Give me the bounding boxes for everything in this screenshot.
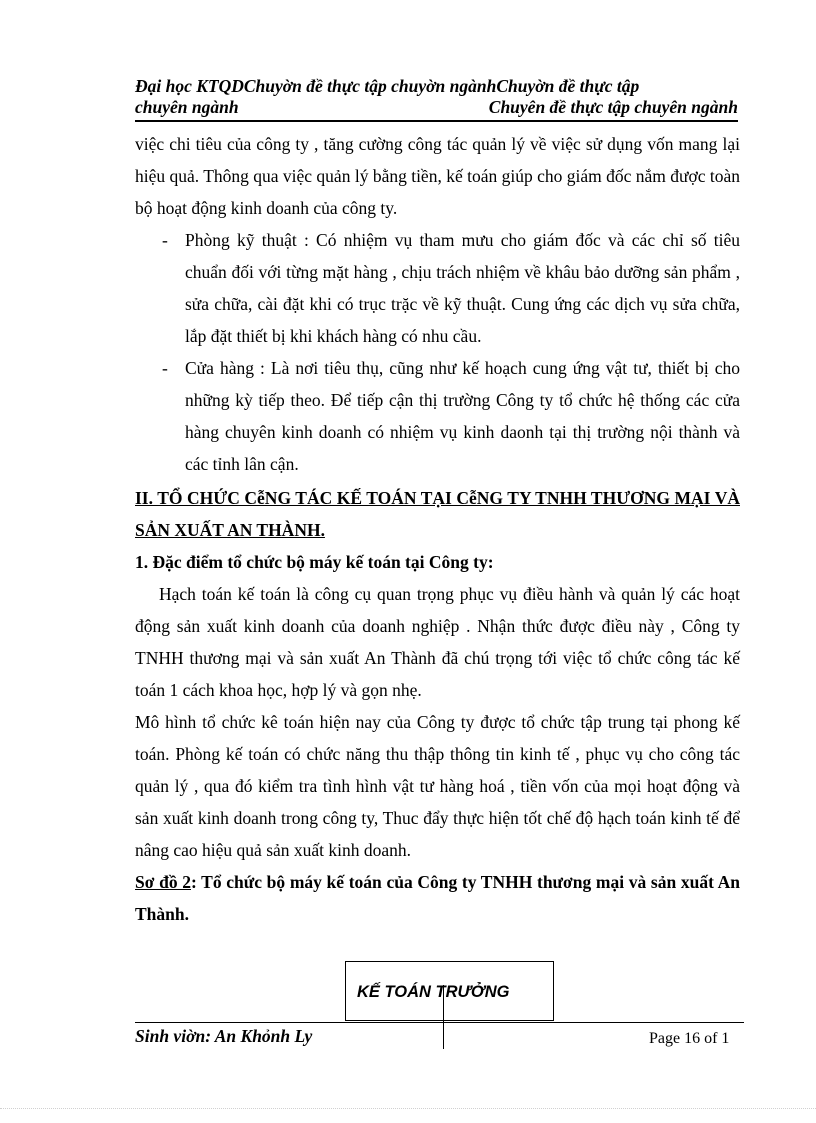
diagram-caption [135, 866, 740, 930]
page-boundary [0, 1108, 816, 1109]
header-line-2-left: chuyên ngành [135, 97, 239, 117]
chief-accountant-label: KẾ TOÁN TRƯỞNG [357, 983, 510, 1001]
subsection-title: 1. Đặc điểm tổ chức bộ máy kế toán tại Công ty: [135, 552, 494, 572]
diagram-caption-text: : Tổ chức bộ máy kế toán của Công ty TNHH thương mại và sản xuất An Thành. [135, 872, 740, 924]
chief-accountant-box [345, 961, 554, 1021]
paragraph-model: Mô hình tổ chức kê toán hiện nay của Công ty được tổ chức tập trung tại phong kế toán. Phòng kế toán có chức năng thu thập thông tin kinh tế , phục vụ cho công tác quản lý , qua đó kiểm tra tình hình vật tư hàng hoá , tiền vốn của mọi hoạt động và sản xuất kinh doanh trong công ty, Thuc đẩy thực hiện tốt chế độ hạch toán kinh tế để nâng cao hiệu quả sản xuất kinh doanh. [135, 712, 740, 860]
document-body [135, 128, 740, 930]
header-line-2 [135, 97, 738, 118]
diagram-label: Sơ đồ 2 [135, 872, 191, 892]
section-title: II. TỔ CHỨC CễNG TÁC KẾ TOÁN TẠI CễNG TY TNHH THƯƠNG MẠI VÀ SẢN XUẤT AN THÀNH. [135, 488, 740, 540]
paragraph-accounting: Hạch toán kế toán là công cụ quan trọng phục vụ điều hành và quản lý các hoạt động sản xuất kinh doanh của doanh nghiệp . Nhận thức được điều này , Công ty TNHH thương mại và sản xuất An Thành đã chú trọng tới việc tổ chức công tác kế toán 1 cách khoa học, hợp lý và gọn nhẹ. [135, 584, 740, 700]
bullet-dash: - [162, 358, 168, 378]
diagram-connector-line [443, 985, 444, 1049]
paragraph-intro: việc chi tiêu của công ty , tăng cường công tác quản lý về việc sử dụng vốn mang lại hiệu quả. Thông qua việc quản lý bằng tiền, kế toán giúp cho giám đốc nắm được toàn bộ hoạt động kinh doanh của công ty. [135, 134, 740, 218]
bullet-text-store: Cửa hàng : Là nơi tiêu thụ, cũng như kế hoạch cung ứng vật tư, thiết bị cho những kỳ tiếp theo. Để tiếp cận thị trường Công ty tổ chức hệ thống các cửa hàng chuyên kinh doanh có nhiệm vụ kinh daonh tại thị trường nội thành và các tỉnh lân cận. [185, 358, 740, 474]
bullet-item-technical [135, 224, 740, 352]
footer-page-number: Page 16 of 1 [649, 1030, 730, 1047]
header-line-2-right: Chuyên đề thực tập chuyên ngành [488, 97, 738, 117]
footer-divider [135, 1022, 744, 1023]
page-header [135, 76, 738, 122]
bullet-text-technical: Phòng kỹ thuật : Có nhiệm vụ tham mưu cho giám đốc và các chỉ số tiêu chuẩn đối với từng mặt hàng , chịu trách nhiệm về khâu bảo dưỡng sản phẩm , sửa chữa, cài đặt khi có trục trặc về kỹ thuật. Cung ứng các dịch vụ sửa chữa, lắp đặt thiết bị khi khách hàng có nhu cầu. [185, 230, 740, 346]
footer-author: Sinh viờn: An Khỏnh Ly [135, 1026, 313, 1046]
header-line-1: Đại học KTQDChuyờn đề thực tập chuyờn ngànhChuyờn đề thực tập [135, 76, 640, 96]
bullet-item-store [135, 352, 740, 480]
bullet-dash: - [162, 230, 168, 250]
